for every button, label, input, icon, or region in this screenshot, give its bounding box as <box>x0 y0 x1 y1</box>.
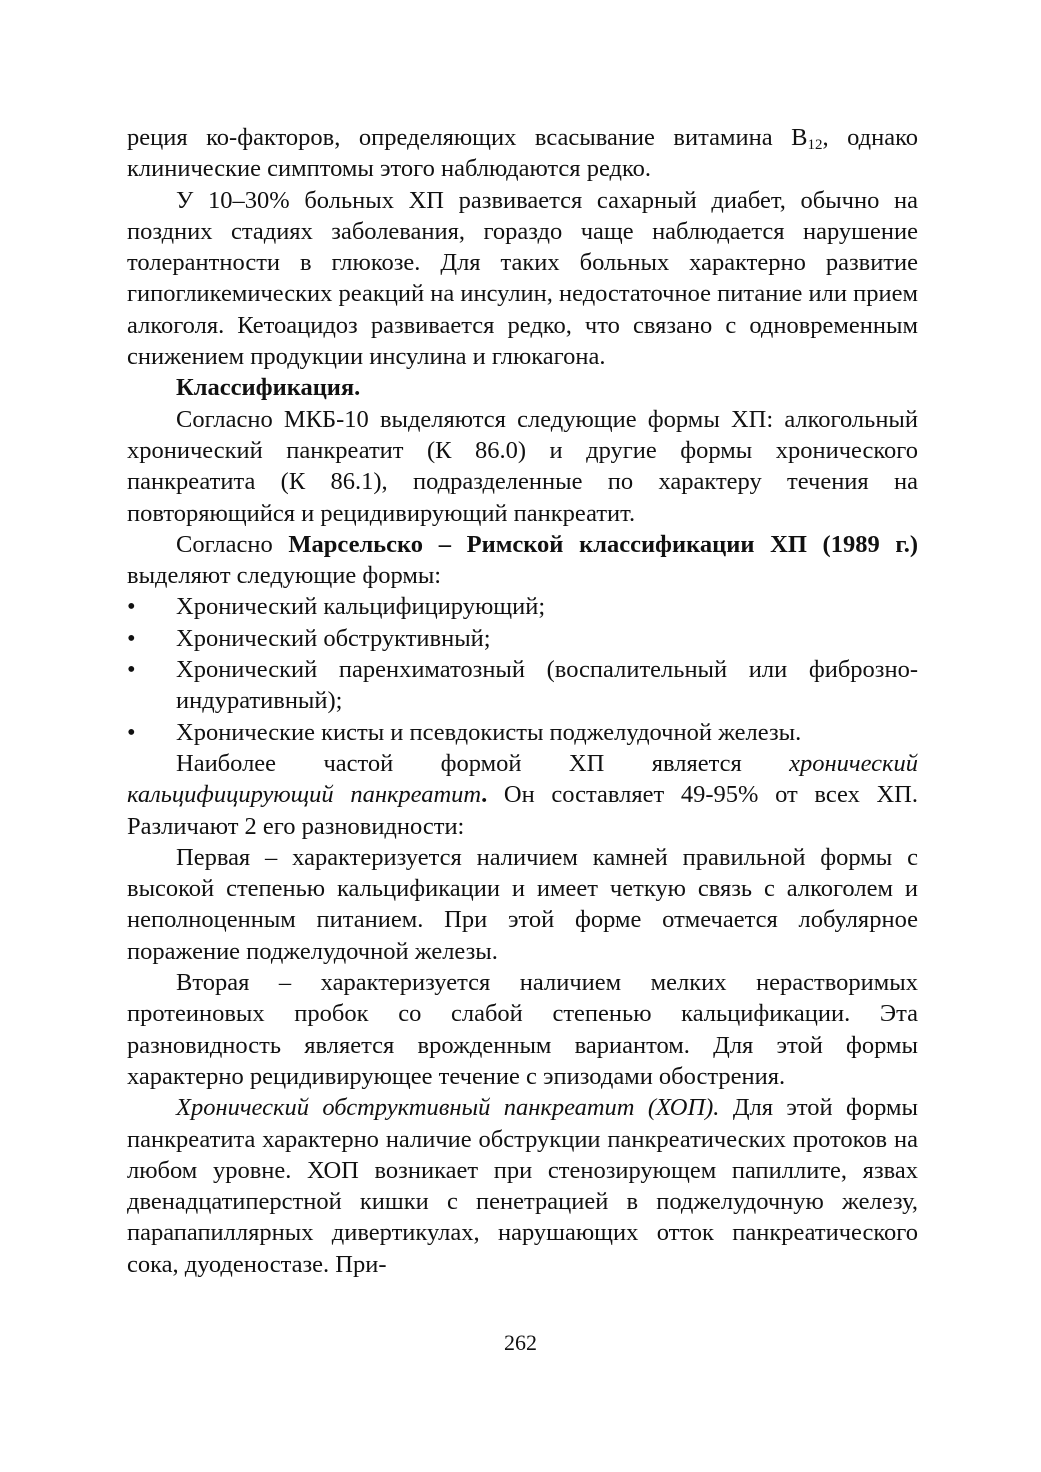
list-item-text: Хронический кальцифицирующий; <box>176 593 546 621</box>
paragraph-obstructive <box>127 1092 918 1280</box>
page-body <box>127 122 918 1280</box>
paragraph-diabetes: У 10–30% больных ХП развивается сахарный диабет, обычно на поздних стадиях заболевания, гораздо чаще наблюдается нарушение толерантности в глюкозе. Для таких больных характерно развитие гипогликемических реакций на инсулин, недостаточное питание или прием алкоголя. Кетоацидоз развивается редко, что связано с одновременным снижением продукции инсулина и глюкагона. <box>127 186 918 371</box>
list-item <box>127 717 918 748</box>
list-item <box>127 591 918 622</box>
bold-classification-name: Марсельско – Римской классификации ХП (1989 г.) <box>288 530 918 558</box>
list-item <box>127 623 918 654</box>
paragraph-most-frequent-form <box>127 748 918 842</box>
paragraph-text: , однако клинические симптомы этого наблюдаются редко. <box>127 124 918 183</box>
section-heading-classification: Классификация. <box>176 374 361 402</box>
page-number: 262 <box>504 1330 537 1355</box>
paragraph-text: Он составляет 49-95% от всех ХП. Различают 2 его разновидности: <box>127 781 918 840</box>
list-item <box>127 654 918 717</box>
paragraph-mkb10: Согласно МКБ-10 выделяются следующие формы ХП: алкогольный хронический панкреатит (К 86.0) и другие формы хронического панкреатита (К 86.1), подразделенные по характеру течения на повторяющийся и рецидивирующий панкреатит. <box>127 405 918 527</box>
italic-term: хронический кальцифицирующий панкреатит <box>127 749 918 809</box>
list-item-text: Хронический обструктивный; <box>176 624 491 652</box>
paragraph-text: выделяют следующие формы: <box>127 562 442 590</box>
list-item-text: Хронические кисты и псевдокисты поджелудочной железы. <box>176 718 802 746</box>
paragraph-text: Согласно <box>176 530 289 558</box>
bold-period: . <box>481 781 488 809</box>
paragraph-first-variety: Первая – характеризуется наличием камней правильной формы с высокой степенью кальцификации и имеет четкую связь с алкоголем и неполноценным питанием. При этой форме отмечается лобулярное поражение поджелудочной железы. <box>127 843 918 965</box>
bullet-icon: • <box>127 624 136 652</box>
paragraph-marseille-rome <box>127 529 918 592</box>
bullet-icon: • <box>127 593 136 621</box>
paragraph-second-variety: Вторая – характеризуется наличием мелких нерастворимых протеиновых пробок со слабой степенью кальцификации. Эта разновидность является врожденным вариантом. Для этой формы характерно рецидивирующее течение с эпизодами обострения. <box>127 969 918 1090</box>
paragraph-text: реция ко-факторов, определяющих всасывание витамина B <box>127 124 808 151</box>
forms-list <box>127 591 918 747</box>
list-item-text: Хронический паренхиматозный (воспалительный или фиброзно-индуративный); <box>176 656 918 715</box>
italic-term: Хронический обструктивный панкреатит (ХОП). <box>176 1094 720 1122</box>
subscript: 12 <box>807 137 823 153</box>
bullet-icon: • <box>127 656 136 684</box>
paragraph-text: Для этой формы панкреатита характерно наличие обструкции панкреатических протоков на любом уровне. ХОП возникает при стенозирующем папиллите, язвах двенадцатиперстной кишки с пенетрацией в поджелудочную железу, парапапиллярных дивертикулах, нарушающих отток панкреатического сока, дуоденостазе. При- <box>127 1094 918 1278</box>
bullet-icon: • <box>127 718 136 746</box>
paragraph-vitamin-b12 <box>127 122 918 185</box>
paragraph-text: Наиболее частой формой ХП является <box>176 749 790 777</box>
